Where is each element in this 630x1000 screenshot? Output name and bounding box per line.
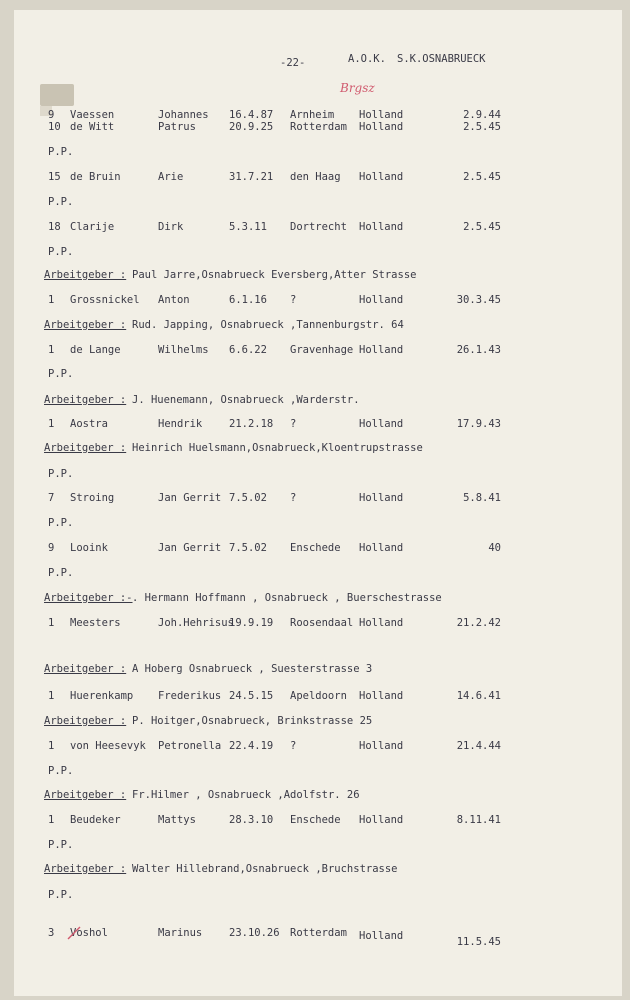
entry-birthplace: den Haag <box>290 171 341 183</box>
entry-surname: Huerenkamp <box>70 690 134 702</box>
entry-country: Holland <box>359 344 404 356</box>
entry-birth-date: 28.3.10 <box>229 814 274 826</box>
entry-country: Holland <box>359 542 404 554</box>
entry-birthplace: ? <box>290 740 297 752</box>
entry-given-name: Frederikus <box>158 690 222 702</box>
employer-label: Arbeitgeber : <box>44 269 127 281</box>
entry-given-name: Anton <box>158 294 190 306</box>
entry-birth-date: 5.3.11 <box>229 221 267 233</box>
pp-marker: P.P. <box>48 567 74 579</box>
entry-date: 2.9.44 <box>463 109 501 121</box>
entry-country: Holland <box>359 418 404 430</box>
entry-date: 26.1.43 <box>456 344 501 356</box>
employer-label: Arbeitgeber : <box>44 663 127 675</box>
employer-value: P. Hoitger,Osnabrueck, Brinkstrasse 25 <box>132 715 373 727</box>
employer-value: J. Huenemann, Osnabrueck ,Warderstr. <box>132 394 360 406</box>
entry-surname: Vaessen <box>70 109 115 121</box>
entry-surname: Meesters <box>70 617 121 629</box>
entry-birthplace: Gravenhage <box>290 344 354 356</box>
entry-number: 1 <box>48 418 55 430</box>
entry-number: 7 <box>48 492 55 504</box>
employer-label: Arbeitgeber : <box>44 442 127 454</box>
entry-country: Holland <box>359 294 404 306</box>
entry-birth-date: 7.5.02 <box>229 492 267 504</box>
entry-surname: von Heesevyk <box>70 740 146 752</box>
entry-birth-date: 16.4.87 <box>229 109 274 121</box>
entry-given-name: Johannes <box>158 109 209 121</box>
entry-date: 2.5.45 <box>463 171 501 183</box>
branch-name: S.K.OSNABRUECK <box>397 53 486 65</box>
entry-country: Holland <box>359 814 404 826</box>
entry-surname: Aostra <box>70 418 108 430</box>
entry-birthplace: Dortrecht <box>290 221 347 233</box>
employer-label: Arbeitgeber :- <box>44 592 133 604</box>
entry-given-name: Petronella <box>158 740 222 752</box>
entry-country: Holland <box>359 492 404 504</box>
entry-number: 10 <box>48 121 61 133</box>
pp-marker: P.P. <box>48 839 74 851</box>
entry-surname: Looink <box>70 542 108 554</box>
pp-marker: P.P. <box>48 368 74 380</box>
entry-birth-date: 6.1.16 <box>229 294 267 306</box>
employer-label: Arbeitgeber : <box>44 863 127 875</box>
pp-marker: P.P. <box>48 889 74 901</box>
entry-birth-date: 20.9.25 <box>229 121 274 133</box>
entry-surname: de Bruin <box>70 171 121 183</box>
entry-surname: de Lange <box>70 344 121 356</box>
entry-birth-date: 31.7.21 <box>229 171 274 183</box>
entry-number: 1 <box>48 617 55 629</box>
entry-given-name: Marinus <box>158 927 203 939</box>
employer-value: Fr.Hilmer , Osnabrueck ,Adolfstr. 26 <box>132 789 360 801</box>
entry-given-name: Jan Gerrit <box>158 492 222 504</box>
entry-date: 17.9.43 <box>456 418 501 430</box>
pp-marker: P.P. <box>48 517 74 529</box>
entry-birthplace: Rotterdam <box>290 121 347 133</box>
employer-label: Arbeitgeber : <box>44 789 127 801</box>
handwritten-slash <box>66 926 82 940</box>
employer-value: . Hermann Hoffmann , Osnabrueck , Buerschestrasse <box>132 592 442 604</box>
employer-value: A Hoberg Osnabrueck , Suesterstrasse 3 <box>132 663 373 675</box>
entry-surname: Grossnickel <box>70 294 140 306</box>
entry-given-name: Mattys <box>158 814 196 826</box>
entry-country: Holland <box>359 930 404 942</box>
page-number: -22- <box>280 57 306 69</box>
entry-number: 9 <box>48 542 55 554</box>
entry-surname: Stroing <box>70 492 115 504</box>
entry-country: Holland <box>359 617 404 629</box>
entry-country: Holland <box>359 690 404 702</box>
entry-birthplace: Roosendaal <box>290 617 354 629</box>
employer-value: Heinrich Huelsmann,Osnabrueck,Kloentrupstrasse <box>132 442 423 454</box>
document-page <box>14 10 622 996</box>
entry-date: 30.3.45 <box>456 294 501 306</box>
entry-date: 14.6.41 <box>456 690 501 702</box>
entry-date: 8.11.41 <box>456 814 501 826</box>
office-code: A.O.K. <box>348 53 386 65</box>
binder-tab <box>40 84 74 106</box>
entry-surname: Voshol <box>70 927 108 939</box>
pp-marker: P.P. <box>48 246 74 258</box>
entry-date: 2.5.45 <box>463 221 501 233</box>
entry-country: Holland <box>359 171 404 183</box>
entry-surname: Clarije <box>70 221 115 233</box>
employer-value: Paul Jarre,Osnabrueck Eversberg,Atter Strasse <box>132 269 417 281</box>
entry-given-name: Joh.Hehrisus <box>158 617 234 629</box>
entry-birth-date: 23.10.26 <box>229 927 280 939</box>
entry-number: 9 <box>48 109 55 121</box>
employer-label: Arbeitgeber : <box>44 319 127 331</box>
employer-label: Arbeitgeber : <box>44 715 127 727</box>
entry-date: 5.8.41 <box>463 492 501 504</box>
entry-country: Holland <box>359 740 404 752</box>
entry-birth-date: 19.9.19 <box>229 617 274 629</box>
entry-country: Holland <box>359 121 404 133</box>
pp-marker: P.P. <box>48 765 74 777</box>
handwritten-annotation: Brgsz <box>340 81 375 95</box>
employer-value: Rud. Japping, Osnabrueck ,Tannenburgstr. 64 <box>132 319 404 331</box>
entry-number: 1 <box>48 344 55 356</box>
entry-surname: Beudeker <box>70 814 121 826</box>
entry-birthplace: Rotterdam <box>290 927 347 939</box>
entry-surname: de Witt <box>70 121 115 133</box>
pp-marker: P.P. <box>48 146 74 158</box>
entry-given-name: Patrus <box>158 121 196 133</box>
entry-date: 40 <box>488 542 501 554</box>
entry-birth-date: 6.6.22 <box>229 344 267 356</box>
entry-number: 15 <box>48 171 61 183</box>
entry-number: 1 <box>48 294 55 306</box>
entry-country: Holland <box>359 109 404 121</box>
entry-number: 1 <box>48 814 55 826</box>
entry-date: 11.5.45 <box>456 936 501 948</box>
entry-given-name: Arie <box>158 171 184 183</box>
entry-date: 21.2.42 <box>456 617 501 629</box>
entry-date: 21.4.44 <box>456 740 501 752</box>
entry-number: 3 <box>48 927 55 939</box>
entry-given-name: Hendrik <box>158 418 203 430</box>
pp-marker: P.P. <box>48 468 74 480</box>
entry-given-name: Wilhelms <box>158 344 209 356</box>
entry-birth-date: 21.2.18 <box>229 418 274 430</box>
entry-birthplace: Enschede <box>290 542 341 554</box>
entry-birth-date: 24.5.15 <box>229 690 274 702</box>
pp-marker: P.P. <box>48 196 74 208</box>
entry-number: 1 <box>48 690 55 702</box>
entry-number: 1 <box>48 740 55 752</box>
entry-given-name: Jan Gerrit <box>158 542 222 554</box>
entry-number: 18 <box>48 221 61 233</box>
entry-country: Holland <box>359 221 404 233</box>
entry-birthplace: Arnheim <box>290 109 335 121</box>
employer-label: Arbeitgeber : <box>44 394 127 406</box>
entry-birthplace: Enschede <box>290 814 341 826</box>
entry-birthplace: ? <box>290 294 297 306</box>
entry-date: 2.5.45 <box>463 121 501 133</box>
entry-given-name: Dirk <box>158 221 184 233</box>
entry-birthplace: ? <box>290 492 297 504</box>
entry-birthplace: Apeldoorn <box>290 690 347 702</box>
entry-birth-date: 22.4.19 <box>229 740 274 752</box>
entry-birthplace: ? <box>290 418 297 430</box>
employer-value: Walter Hillebrand,Osnabrueck ,Bruchstrasse <box>132 863 398 875</box>
entry-birth-date: 7.5.02 <box>229 542 267 554</box>
